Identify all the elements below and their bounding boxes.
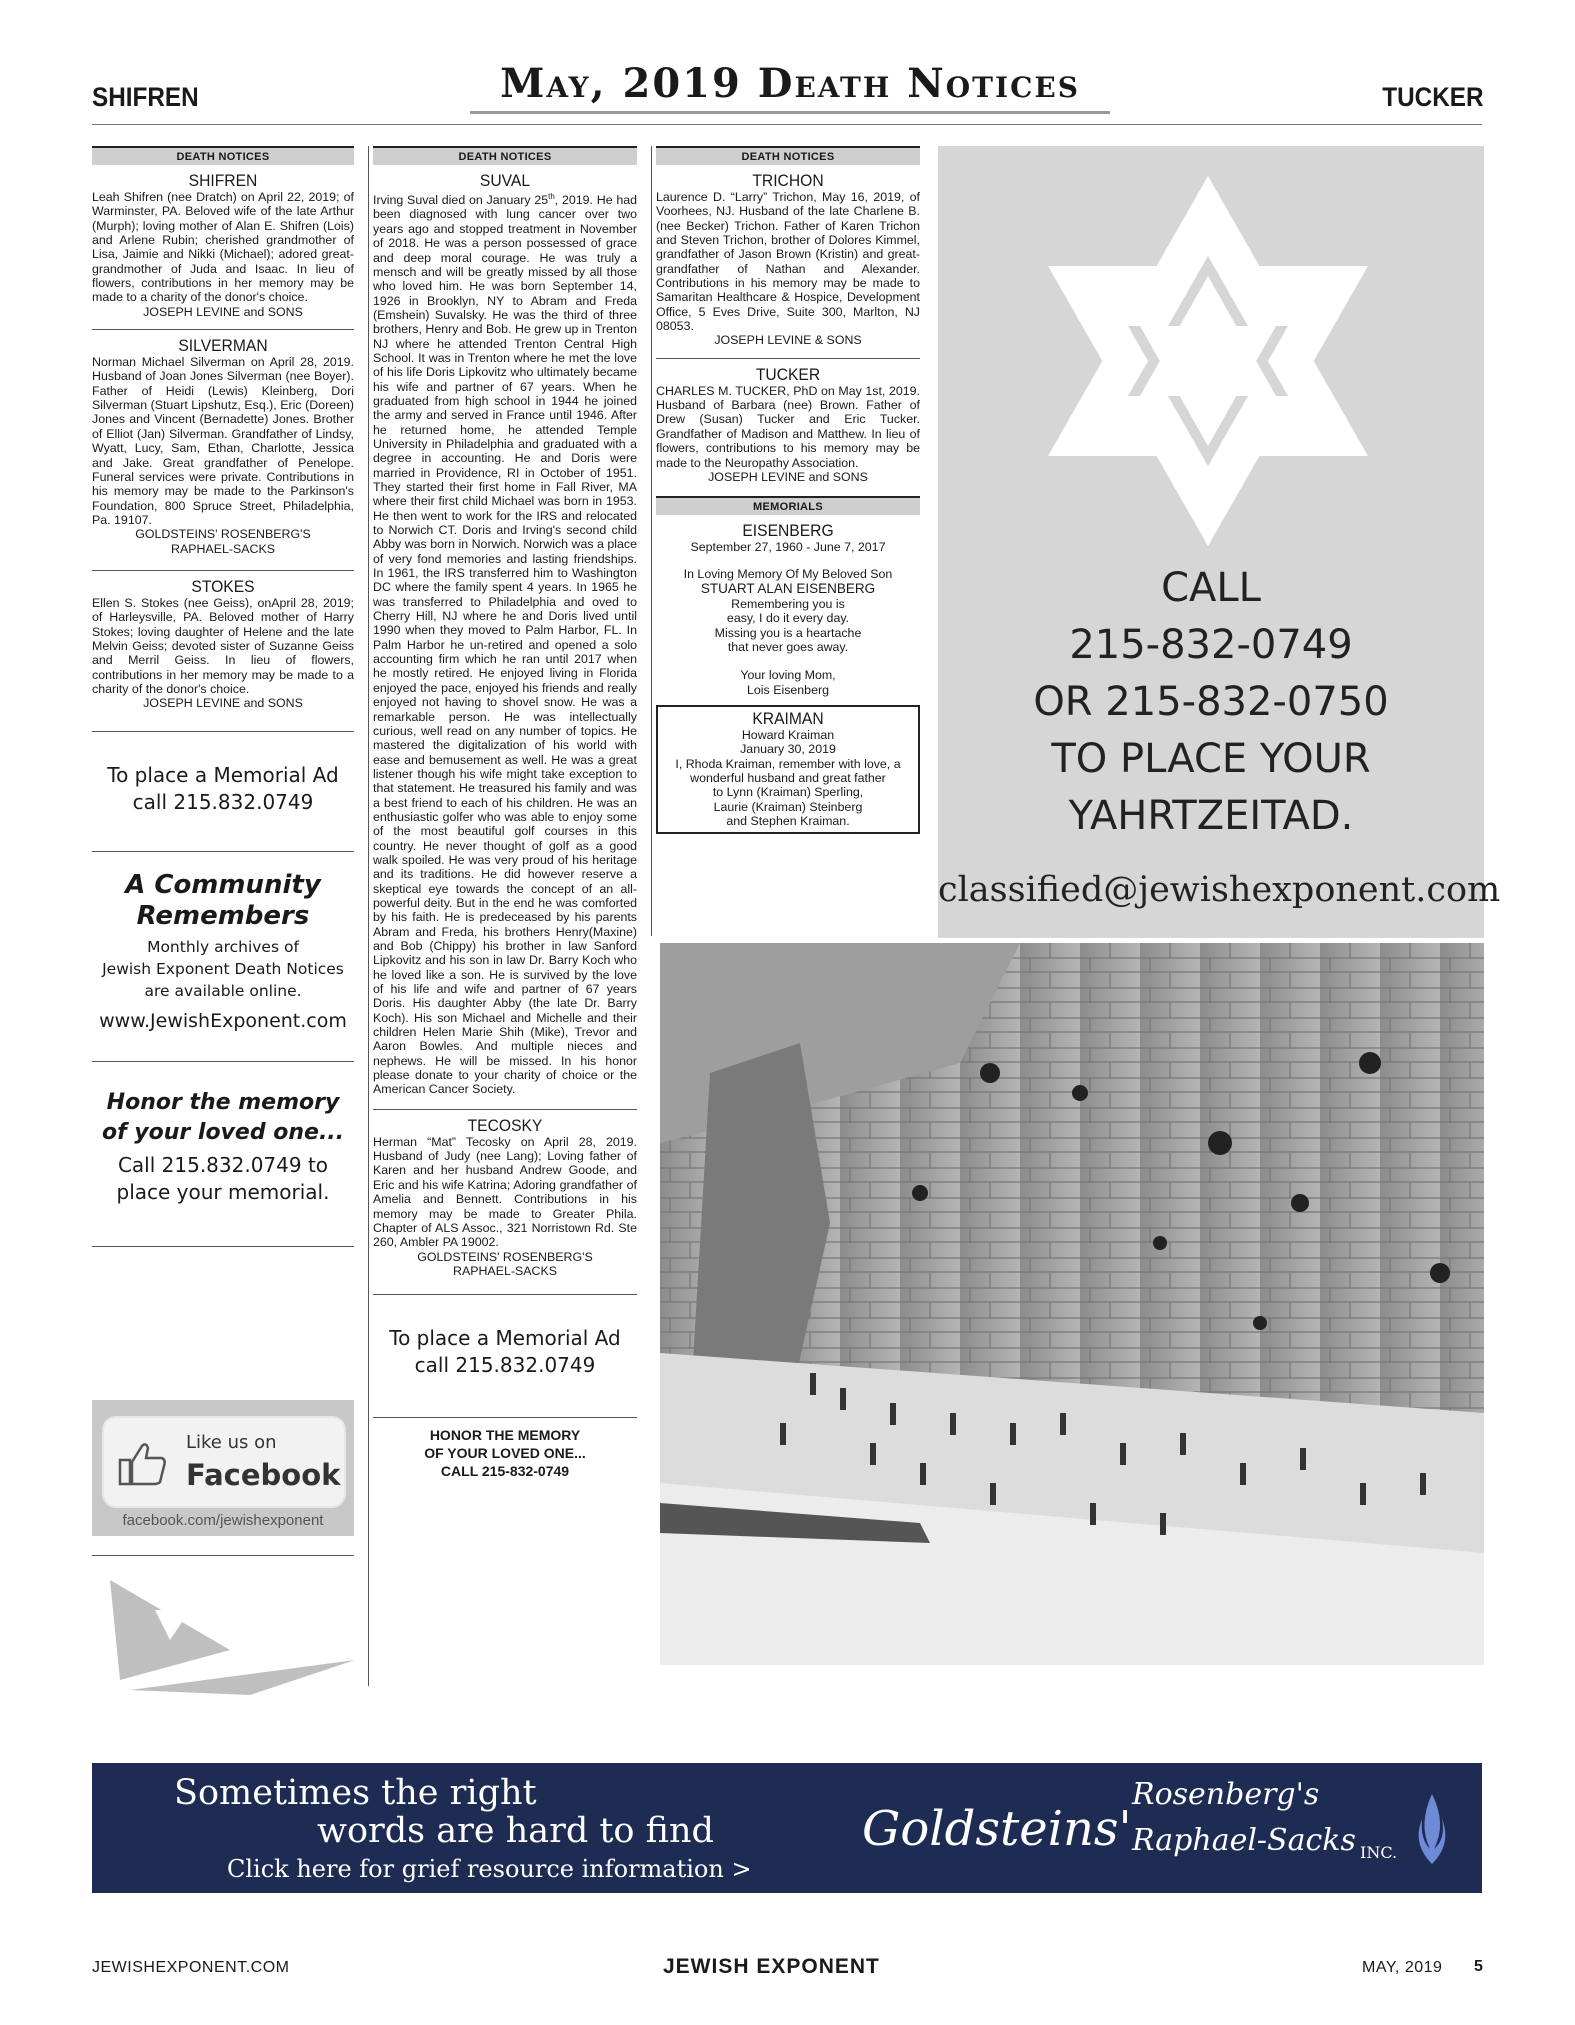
notice-text-part: , 2019. He had been diagnosed with lung cancer over two years ago and stopped treatment in November of 2018. He was a person possessed of grace and deep moral courage. He was truly a mensch and will be greatly missed by all those who loved him. He was born September 14, 1926 in Brooklyn, NY to Abram and Freda (Emshein) Suvalsky. He was the third of three brothers, Henry and Bob. He grew up in Trenton NJ where he attended Trenton Central High School. It was in Trenton where he met the love of his life Doris Lipkovitz who ultimately became his wife and partner of 67 years. When he graduated from high school in 1944 he joined the army and served in France until 1946. After he returned home, he attended Temple University in Philadelphia and graduated with a degree in accounting. He and Doris were married in Providence, RI in October of 1951. They started their first home in Fall River, MA where their first child Michael was born in 1953. He then went to work for the IRS and relocated to Norwich CT. Doris and Irving's second child Abby was born in Norwich. Norwich was a place of very fond memories and lasting friendships. In 1961, the IRS transferred him to Washington DC where the family spent 4 years. In 1965 he was transferred to Philadelphia and oved to Cherry Hill, NJ where he and Doris lived until 1990 when they moved to Palm Harbor, FL. In Palm Harbor he un-retired and opened a solo accounting firm which he ran until 2017 when he mostly retired. He enjoyed living in Florida enjoyed the pace, enjoyed his friends and really enjoyed not having to shovel snow. He was a remarkable person. He was intellectually curious, well read on any number of topics. He mastered the digitalization of his world with ease and bemusement as well. He was a great listener though his wife might take exception to that statement. He treasured his family and was a best friend to each of his children. He was an enthusiastic golfer who was able to enjoy some of the most beautiful golf courses in this country. He never thought of golf as a good walk spoiled. He was very proud of his heritage and its traditions. He did however reserve a skeptical eye towards the concept of an all-powerful deity. But in the end he was comforted by his faith. He is predeceased by his parents Abram and Freda, his brothers Henry(Maxine) and Bob (Chippy) his brother in law Sanford Lipkovitz and his son in law Dr. Barry Koch who he loved like a son. He is survived by the love of his life and wife and partner of 67 years Doris. His daughter Abby (the late Dr. Barry Koch). His son Michael and Michelle and their children Helen Marie Shih (Mike), Trevor and Aaron Bowles. And multiple nieces and nephews. He will be missed. In his honor please donate to your charity of choice or the American Cancer Society. (373, 193, 638, 1097)
divider (92, 570, 354, 571)
section-header: MEMORIALS (656, 496, 920, 515)
memorial-line: Your loving Mom, (740, 668, 836, 683)
promo-line: call 215.832.0749 (414, 1353, 596, 1378)
divider (373, 1294, 637, 1295)
column-rule (651, 146, 652, 936)
memorial-line: STUART ALAN EISENBERG (700, 580, 876, 596)
promo-line: To place a Memorial Ad (389, 1326, 621, 1351)
honor-line: OF YOUR LOVED ONE... (424, 1445, 586, 1462)
promo-line: are available online. (144, 981, 302, 1000)
western-wall-photo (660, 943, 1484, 1665)
footer-publication: JEWISH EXPONENT (663, 1955, 880, 1978)
notice-text-part: Irving Suval died on January 25 (373, 193, 549, 208)
honor-memory-notice (373, 1426, 637, 1480)
facebook-promo[interactable] (92, 1400, 354, 1536)
star-of-david-icon (100, 1570, 360, 1700)
section-header: DEATH NOTICES (92, 146, 354, 165)
grief-resource-banner[interactable] (92, 1763, 1482, 1893)
memorial-name: KRAIMAN (752, 708, 824, 728)
honor-line: CALL 215-832-0749 (440, 1463, 570, 1480)
banner-line: Sometimes the right (174, 1773, 537, 1813)
death-notice-trichon (656, 171, 920, 348)
memorial-kraiman (656, 705, 920, 834)
memorial-line: In Loving Memory Of My Beloved Son (683, 566, 893, 581)
promo-line: Jewish Exponent Death Notices (102, 959, 344, 978)
notice-text: Norman Michael Silverman on April 28, 2019. Husband of Joan Jones Silverman (nee Boyer). Father of Heidi (Lewis) Kleinberg, Dori Silverman (Stuart Lipshutz, Esq.), Eric (Doreen) Jones and Vincent (Bernadette) Jones. Brother of Elliot (Jan) Silverman. Grandfather of Lindsy, Wyatt, Lucy, Sam, Ethan, Charlotte, Jessica and Jake. Great grandfather of Penelope. Funeral services were private. Contributions in his memory may be made to the Parkinson's Foundation, 800 Spruce Street, Philadelphia, Pa. 19107. (92, 355, 354, 527)
column-3 (656, 146, 920, 834)
divider (656, 358, 920, 359)
memorial-ad-promo (373, 1325, 637, 1379)
death-notice-silverman (92, 336, 354, 556)
facebook-url[interactable]: facebook.com/jewishexponent (122, 1512, 324, 1529)
ad-line: TO PLACE YOUR (1051, 736, 1371, 782)
promo-heading: Honor the memory (106, 1089, 340, 1115)
promo-heading: Remembers (136, 900, 310, 931)
memorial-line: January 30, 2019 (740, 742, 836, 757)
divider (373, 1417, 637, 1418)
notice-text: Laurence D. “Larry” Trichon, May 16, 2019, of Voorhees, NJ. Husband of the late Charlene B. (nee Becker) Trichon. Father of Karen Trichon and Steven Trichon, brother of Dolores Kimmel, grandfather of Jason Brown (Kristin) and great-grandfather of Nathan and Alexander. Contributions in his memory may be made to Samaritan Healthcare & Hospice, Development Office, 5 Eves Drive, Suite 300, Marlton, NJ 08053. (656, 190, 920, 334)
death-notice-suval (373, 171, 637, 1097)
divider (92, 329, 354, 330)
promo-line: To place a Memorial Ad (107, 762, 339, 787)
page-number: 5 (1474, 1958, 1483, 1975)
honor-memory-promo (92, 1088, 354, 1206)
flame-icon (1412, 1789, 1452, 1869)
notice-text: CHARLES M. TUCKER, PhD on May 1st, 2019. Husband of Barbara (nee) Brown. Father of Drew (Susan) Tucker and Eric Tucker. Grandfather of Madison and Matthew. In lieu of flowers, contributions to his memory may be made to the Neuropathy Association. (656, 383, 920, 470)
ad-line: CALL (1161, 565, 1261, 611)
column-1 (92, 146, 354, 1251)
funeral-home: GOLDSTEINS' ROSENBERG'S (417, 1249, 593, 1264)
memorial-line: Missing you is a heartache (714, 625, 862, 640)
banner-logo: Goldsteins' (862, 1801, 1132, 1857)
thumbs-up-icon (118, 1440, 168, 1486)
funeral-home: JOSEPH LEVINE and SONS (708, 469, 868, 484)
funeral-home: JOSEPH LEVINE and SONS (143, 696, 303, 711)
funeral-home: RAPHAEL-SACKS (453, 1263, 557, 1278)
notice-name: TUCKER (755, 364, 821, 384)
divider (92, 851, 354, 852)
memorial-line: that never goes away. (727, 639, 849, 654)
ad-phone: 215-832-0749 (1069, 622, 1353, 668)
yahrtzeit-ad[interactable] (938, 146, 1501, 938)
memorial-line: Howard Kraiman (741, 727, 835, 742)
notice-name: TRICHON (752, 171, 824, 190)
death-notice-stokes (92, 577, 354, 711)
divider (373, 1109, 637, 1110)
banner-line: words are hard to find (317, 1811, 714, 1851)
notice-text: Herman “Mat” Tecosky on April 28, 2019. Husband of Judy (nee Lang); Loving father of Karen and her husband Andrew Goode, and Eric and his wife Katrina; Adoring grandfather of Amelia and Bennett. Contributions in his memory may be made to Greater Phila. Chapter of ALS Assoc., 321 Norristown Rd. Ste 260, Ambler PA 19002. (373, 1134, 637, 1250)
funeral-home: GOLDSTEINS' ROSENBERG'S (135, 527, 311, 542)
facebook-like-text: Like us on (186, 1432, 277, 1453)
notice-name: SILVERMAN (178, 336, 268, 356)
notice-name: SUVAL (479, 171, 531, 190)
notice-name: STOKES (191, 576, 255, 596)
memorial-eisenberg (656, 521, 920, 697)
banner-logo: Rosenberg's (1132, 1777, 1320, 1812)
notice-text (373, 190, 637, 1097)
section-header: DEATH NOTICES (656, 146, 920, 165)
facebook-button[interactable] (102, 1416, 346, 1508)
header-left-name: SHIFREN (92, 82, 199, 112)
memorial-line: wonderful husband and great father (690, 770, 886, 785)
funeral-home: RAPHAEL-SACKS (171, 541, 275, 556)
divider (92, 1246, 354, 1247)
archive-link[interactable]: www.JewishExponent.com (99, 1009, 347, 1032)
section-header: DEATH NOTICES (373, 146, 637, 165)
death-notice-shifren (92, 171, 354, 319)
notice-name: SHIFREN (188, 171, 258, 190)
memorial-line: to Lynn (Kraiman) Sperling, (712, 785, 864, 800)
memorial-dates: September 27, 1960 - June 7, 2017 (690, 540, 886, 555)
memorial-line: I, Rhoda Kraiman, remember with love, a (675, 756, 901, 771)
memorial-line: Laurie (Kraiman) Steinberg (713, 799, 863, 814)
death-notice-tecosky (373, 1116, 637, 1278)
title-underline (470, 111, 1110, 114)
footer-website: JEWISHEXPONENT.COM (92, 1959, 290, 1976)
memorial-name: EISENBERG (742, 521, 834, 541)
banner-link[interactable]: Click here for grief resource information > (227, 1855, 752, 1883)
funeral-home: JOSEPH LEVINE & SONS (714, 333, 862, 348)
funeral-home: JOSEPH LEVINE and SONS (143, 304, 303, 319)
ordinal-suffix: th (548, 192, 555, 201)
ad-phone: OR 215-832-0750 (1033, 679, 1389, 725)
promo-heading: A Community (125, 869, 321, 900)
ad-email-link[interactable]: classified@jewishexponent.com (938, 870, 1501, 910)
promo-line: Call 215.832.0749 to (117, 1152, 329, 1177)
column-2 (373, 146, 637, 1480)
honor-line: HONOR THE MEMORY (429, 1427, 581, 1444)
divider (92, 1061, 354, 1062)
divider (92, 731, 354, 732)
promo-line: place your memorial. (116, 1179, 330, 1204)
page-title: May, 2019 Death Notices (500, 60, 1080, 107)
header-rule (92, 124, 1482, 125)
divider (92, 1555, 354, 1556)
memorial-line: Lois Eisenberg (747, 682, 829, 697)
footer-date: MAY, 2019 (1362, 1959, 1443, 1976)
promo-heading: of your loved one... (101, 1119, 345, 1145)
promo-line: Monthly archives of (147, 937, 299, 956)
header-right-name: TUCKER (1381, 82, 1483, 112)
death-notice-tucker (656, 365, 920, 484)
notice-text: Ellen S. Stokes (nee Geiss), onApril 28, 2019; of Harleysville, PA. Beloved mother of Harry Stokes; loving daughter of Helene and the late Melvin Geiss; devoted sister of Suzanne Geiss and Merril Geiss. In lieu of flowers, contributions in her memory may be made to a charity of the donor's choice. (92, 595, 354, 696)
banner-logo: Raphael-Sacks (1132, 1823, 1356, 1858)
memorial-ad-promo (92, 762, 354, 816)
memorial-line: Remembering you is (731, 596, 845, 611)
community-remembers-promo (92, 870, 354, 1035)
ad-call-text (938, 560, 1484, 845)
facebook-brand: Facebook (186, 1458, 341, 1492)
ad-line: YAHRTZEITAD. (1068, 793, 1354, 839)
memorial-line: easy, I do it every day. (726, 611, 850, 626)
banner-logo: INC. (1360, 1843, 1398, 1862)
notice-text: Leah Shifren (nee Dratch) on April 22, 2019; of Warminster, PA. Beloved wife of the late Arthur (Murph); loving mother of Alan E. Shifren (Lois) and Arlene Rubin; cherished grandmother of Lisa, Jaimie and Nikki (Michael); adored great-grandmother of Juda and Isaac. In lieu of flowers, contributions in her memory may be made to a charity of the donor's choice. (92, 190, 354, 305)
column-rule (368, 146, 369, 1686)
memorial-line: and Stephen Kraiman. (726, 814, 850, 828)
notice-name: TECOSKY (467, 1115, 543, 1135)
promo-line: call 215.832.0749 (132, 789, 314, 814)
star-of-david-icon (1038, 166, 1378, 556)
